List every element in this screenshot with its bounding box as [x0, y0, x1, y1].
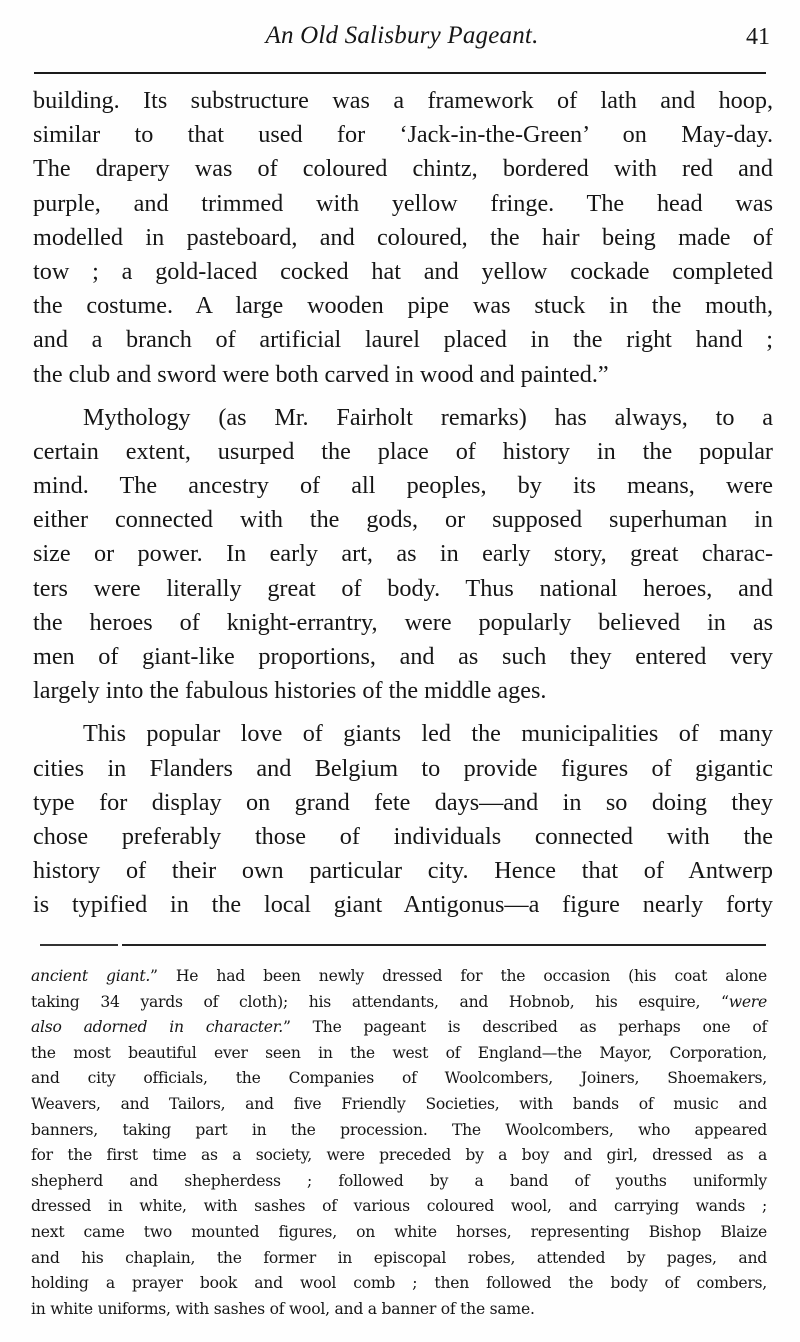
footnote-line: and his chaplain, the former in episcopal robes, attended by pages, and: [31, 1248, 767, 1267]
text-line: history of their own particular city. Hence that of Antwerp: [33, 857, 773, 885]
text-line: purple, and trimmed with yellow fringe. The head was: [33, 189, 773, 217]
footnote-line: [31, 964, 767, 990]
running-head: [34, 22, 770, 56]
footnote-line: [31, 990, 767, 1016]
paragraph: [33, 401, 773, 709]
text-line: ters were literally great of body. Thus national heroes, and: [33, 574, 773, 602]
footnote-line: holding a prayer book and wool comb ; then followed the body of combers,: [31, 1274, 767, 1293]
footnote-line: the most beautiful ever seen in the west of England—the Mayor, Corporation,: [31, 1043, 767, 1062]
footnote-rule-short-segment: [40, 944, 118, 946]
header-rule: [34, 72, 766, 74]
footnote-text: ” The pageant is described as perhaps one of: [282, 1018, 768, 1037]
text-line: The drapery was of coloured chintz, bordered with red and: [33, 155, 773, 183]
footnote-line: dressed in white, with sashes of various coloured wool, and carrying wands ;: [31, 1197, 767, 1216]
text-line: tow ; a gold-laced cocked hat and yellow cockade completed: [33, 257, 773, 285]
text-line: mind. The ancestry of all peoples, by its means, were: [33, 472, 773, 500]
text-line: the club and sword were both carved in wood and painted.”: [33, 360, 609, 388]
body-text: [33, 84, 773, 923]
text-line: building. Its substructure was a framework of lath and hoop,: [33, 87, 773, 114]
running-title: An Old Salisbury Pageant.: [265, 22, 539, 49]
paragraph: [33, 84, 773, 392]
text-line: This popular love of giants led the municipalities of many: [83, 720, 773, 748]
text-line: chose preferably those of individuals connected with the: [33, 822, 773, 850]
paragraph-gap: [33, 392, 773, 401]
text-line: Mythology (as Mr. Fairholt remarks) has always, to a: [83, 403, 773, 431]
footnote: [31, 964, 767, 1322]
footnote-italic-text: also adorned in character.: [31, 1018, 283, 1037]
footnote-line: and city officials, the Companies of Woolcombers, Joiners, Shoemakers,: [31, 1069, 767, 1088]
footnote-line: in white uniforms, with sashes of wool, and a banner of the same.: [31, 1299, 535, 1318]
text-line: the heroes of knight-errantry, were popularly believed in as: [33, 608, 773, 636]
text-line: is typified in the local giant Antigonus—a figure nearly forty: [33, 891, 773, 919]
text-line: similar to that used for ‘Jack-in-the-Green’ on May-day.: [33, 121, 773, 149]
footnote-line: Weavers, and Tailors, and five Friendly Societies, with bands of music and: [31, 1094, 767, 1113]
footnote-italic-text: ancient giant.: [31, 967, 151, 985]
text-line: men of giant-like proportions, and as such they entered very: [33, 643, 773, 670]
footnote-rule-long-segment: [122, 944, 766, 946]
footnote-line: banners, taking part in the procession. The Woolcombers, who appeared: [31, 1120, 767, 1139]
footnote-text: ” He had been newly dressed for the occasion (his coat alone: [150, 967, 767, 985]
paragraph: [33, 717, 773, 922]
text-line: type for display on grand fete days—and in so doing they: [33, 788, 773, 816]
footnote-rule: [40, 944, 766, 946]
footnote-text: taking 34 yards of cloth); his attendants, and Hobnob, his esquire, “: [31, 992, 729, 1011]
text-line: and a branch of artificial laurel placed in the right hand ;: [33, 326, 773, 354]
footnote-line: [31, 1015, 767, 1041]
text-line: either connected with the gods, or supposed superhuman in: [33, 506, 773, 534]
paragraph-gap: [33, 708, 773, 717]
text-line: size or power. In early art, as in early story, great charac-: [33, 540, 773, 568]
text-line: cities in Flanders and Belgium to provide figures of gigantic: [33, 754, 773, 782]
footnote-line: for the first time as a society, were preceded by a boy and girl, dressed as a: [31, 1146, 767, 1165]
text-line: certain extent, usurped the place of history in the popular: [33, 437, 773, 465]
page-number: 41: [746, 24, 770, 50]
footnote-line: shepherd and shepherdess ; followed by a band of youths uniformly: [31, 1171, 767, 1190]
text-line: the costume. A large wooden pipe was stuck in the mouth,: [33, 292, 773, 320]
footnote-line: next came two mounted figures, on white horses, representing Bishop Blaize: [31, 1222, 767, 1241]
text-line: modelled in pasteboard, and coloured, the hair being made of: [33, 223, 773, 251]
text-line: largely into the fabulous histories of the middle ages.: [33, 677, 547, 705]
footnote-italic-text: were: [728, 992, 767, 1011]
